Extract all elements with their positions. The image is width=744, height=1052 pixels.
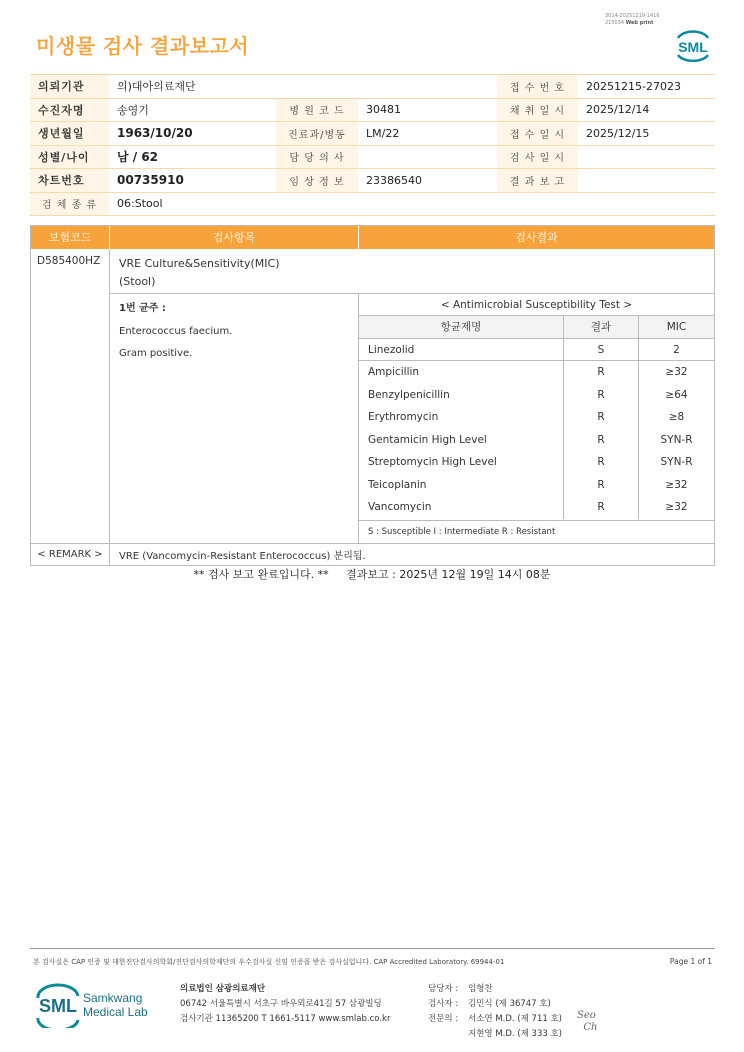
- ast-cell-mic: ≥32: [665, 478, 688, 491]
- accreditation-note: 본 검사실은 CAP 인증 및 대한진단검사의학회/진단검사의학재단의 우수검사실 신임 인증을 받은 검사실입니다. CAP Accredited Laboratory. 69944-01: [33, 958, 505, 966]
- footer-divider: [30, 948, 715, 949]
- ast-title: < Antimicrobial Susceptibility Test >: [359, 294, 714, 316]
- staff-value: 지현영 M.D. (제 333 호): [468, 1029, 563, 1039]
- ast-cell-result: R: [564, 429, 639, 452]
- staff-row: [428, 982, 562, 997]
- birth-value: 1963/10/20: [109, 122, 276, 146]
- ast-cell-mic: SYN-R: [660, 433, 693, 446]
- remark-row: [31, 543, 714, 565]
- specimen-label: 검 체 종 류: [30, 192, 109, 216]
- ast-row: [359, 474, 714, 497]
- result-table: [30, 225, 715, 566]
- ast-cell-mic: 2: [673, 343, 680, 356]
- print-code-id: 210034: [605, 20, 625, 26]
- receipt-date-value: 2025/12/15: [578, 122, 715, 146]
- report-label: 결 과 보 고: [497, 169, 578, 193]
- staff-label: 담당자 :: [428, 984, 459, 994]
- ast-cell-result: R: [564, 451, 639, 474]
- patient-info-table: [30, 74, 715, 216]
- collect-date-value: 2025/12/14: [578, 98, 715, 122]
- collect-date-label: 채 취 일 시: [497, 98, 578, 122]
- dept-label: 진료과/병동: [276, 122, 358, 146]
- insurance-code: D585400HZ: [31, 249, 110, 543]
- sml-logo-icon: [672, 26, 714, 62]
- report-value: [578, 169, 715, 193]
- ast-cell-mic: SYN-R: [660, 456, 693, 468]
- logo-line2: Medical Lab: [83, 1005, 148, 1019]
- staff-label: 전문의 :: [428, 1014, 459, 1024]
- test-item: [110, 249, 714, 294]
- staff-label: 검사자 :: [428, 999, 459, 1009]
- ast-col-mic: MIC: [666, 321, 687, 333]
- test-item-specimen: (Stool): [119, 275, 156, 288]
- ast-cell-drug: Vancomycin: [359, 496, 564, 519]
- organism-name: Enterococcus faecium.: [119, 325, 233, 337]
- ast-cell-drug: Benzylpenicillin: [359, 384, 564, 407]
- organism-info: [110, 294, 359, 543]
- staff-value: 김민식 (제 36747 호): [468, 999, 551, 1009]
- remark-label: < REMARK >: [31, 544, 110, 565]
- col-item-header: 검사항목: [110, 226, 359, 249]
- sml-logo-text: SML: [678, 39, 708, 55]
- hospital-code-label: 병 원 코 드: [276, 98, 358, 122]
- ast-header-row: [359, 316, 714, 339]
- staff-label: [428, 1027, 468, 1042]
- ast-cell-mic: ≥8: [668, 411, 685, 423]
- staff-row: [428, 997, 562, 1012]
- organism-label: 1번 균주 :: [119, 303, 166, 314]
- test-date-label: 검 사 일 시: [497, 145, 578, 169]
- ast-cell-drug: Linezolid: [359, 339, 564, 361]
- clinical-label: 임 상 정 보: [276, 169, 358, 193]
- receipt-no-label: 접 수 번 호: [497, 75, 578, 99]
- print-label: Web print: [625, 20, 654, 26]
- hospital-code-value: 30481: [358, 98, 497, 122]
- ast-cell-result: R: [564, 474, 639, 497]
- doctor-value: [358, 145, 497, 169]
- receipt-no-value: 20251215-27023: [578, 75, 715, 99]
- footer-org: [180, 982, 390, 1027]
- ast-cell-result: R: [564, 406, 639, 429]
- ast-legend: S : Susceptible I : Intermediate R : Resistant: [359, 520, 714, 543]
- test-date-value: [578, 145, 715, 169]
- report-title: 미생물 검사 결과보고서: [36, 34, 250, 58]
- footer-staff: [428, 982, 562, 1042]
- ast-row: [359, 496, 714, 519]
- specimen-value: 06:Stool: [109, 192, 715, 216]
- chart-value: 00735910: [109, 169, 276, 193]
- doctor-label: 담 당 의 사: [276, 145, 358, 169]
- org-name: 의료법인 삼광의료재단: [180, 984, 266, 994]
- staff-value: 서소연 M.D. (제 711 호): [468, 1014, 563, 1024]
- col-result-header: 검사결과: [515, 231, 558, 244]
- print-code: [605, 13, 660, 27]
- organism-gram: Gram positive.: [119, 348, 193, 359]
- ast-rows: [359, 339, 714, 519]
- dept-value: LM/22: [358, 122, 497, 146]
- result-header: [31, 226, 714, 249]
- staff-row: [428, 1012, 562, 1027]
- ast-row: [359, 451, 714, 474]
- org-address: 06742 서울특별시 서초구 바우뫼로41길 57 삼광빌딩: [180, 999, 382, 1009]
- ast-cell-drug: Ampicillin: [359, 361, 564, 384]
- ast-cell-mic: ≥64: [665, 388, 688, 401]
- org-contact: 검사기관 11365200 T 1661-5117 www.smlab.co.kr: [180, 1014, 391, 1024]
- staff-value: 임형찬: [468, 984, 493, 994]
- test-item-name: VRE Culture&Sensitivity(MIC): [119, 257, 280, 270]
- ast-cell-drug: Gentamicin High Level: [359, 429, 564, 452]
- print-code-line: 3014-20251219-1416: [605, 13, 660, 19]
- ast-row: [359, 339, 714, 362]
- requester-label: 의뢰기관: [30, 75, 109, 99]
- ast-table: [359, 294, 714, 543]
- ast-col-result: 결과: [564, 316, 639, 338]
- ast-row: [359, 361, 714, 384]
- ast-cell-result: S: [564, 339, 639, 361]
- ast-cell-result: R: [564, 496, 639, 519]
- receipt-date-label: 접 수 일 시: [497, 122, 578, 146]
- ast-cell-mic: ≥32: [665, 501, 688, 513]
- clinical-value: 23386540: [358, 169, 497, 193]
- ast-cell-drug: Teicoplanin: [359, 474, 564, 497]
- patient-value: 송영기: [109, 98, 276, 122]
- ast-cell-result: R: [564, 361, 639, 384]
- ast-row: [359, 384, 714, 407]
- chart-label: 차트번호: [30, 169, 109, 193]
- ast-col-drug: 항균제명: [359, 316, 564, 338]
- logo-line1: Samkwang: [83, 991, 143, 1005]
- logo-sml-text: SML: [39, 996, 77, 1016]
- ast-cell-drug: Erythromycin: [359, 406, 564, 429]
- result-body: [31, 249, 714, 543]
- ast-cell-drug: Streptomycin High Level: [359, 451, 564, 474]
- remark-value: VRE (Vancomycin-Resistant Enterococcus) 분리됨.: [119, 551, 366, 562]
- ast-row: [359, 406, 714, 429]
- patient-label: 수진자명: [30, 98, 109, 122]
- birth-label: 생년월일: [30, 122, 109, 146]
- ast-row: [359, 429, 714, 452]
- ast-cell-result: R: [564, 384, 639, 407]
- staff-row: [428, 1027, 562, 1042]
- signature-icon: Seo Ch: [577, 1010, 598, 1033]
- page-number: Page 1 of 1: [669, 957, 712, 966]
- completion-note: ** 검사 보고 완료입니다. ** 결과보고 : 2025년 12월 19일 14시 08분: [193, 568, 551, 581]
- col-code-header: 보험코드: [31, 226, 110, 249]
- ast-cell-mic: ≥32: [665, 366, 688, 378]
- sex-age-label: 성별/나이: [30, 145, 109, 169]
- sex-age-value: 남 / 62: [109, 145, 276, 169]
- samkwang-logo-icon: [36, 980, 156, 1028]
- requester-value: 의)대아의료재단: [109, 75, 497, 99]
